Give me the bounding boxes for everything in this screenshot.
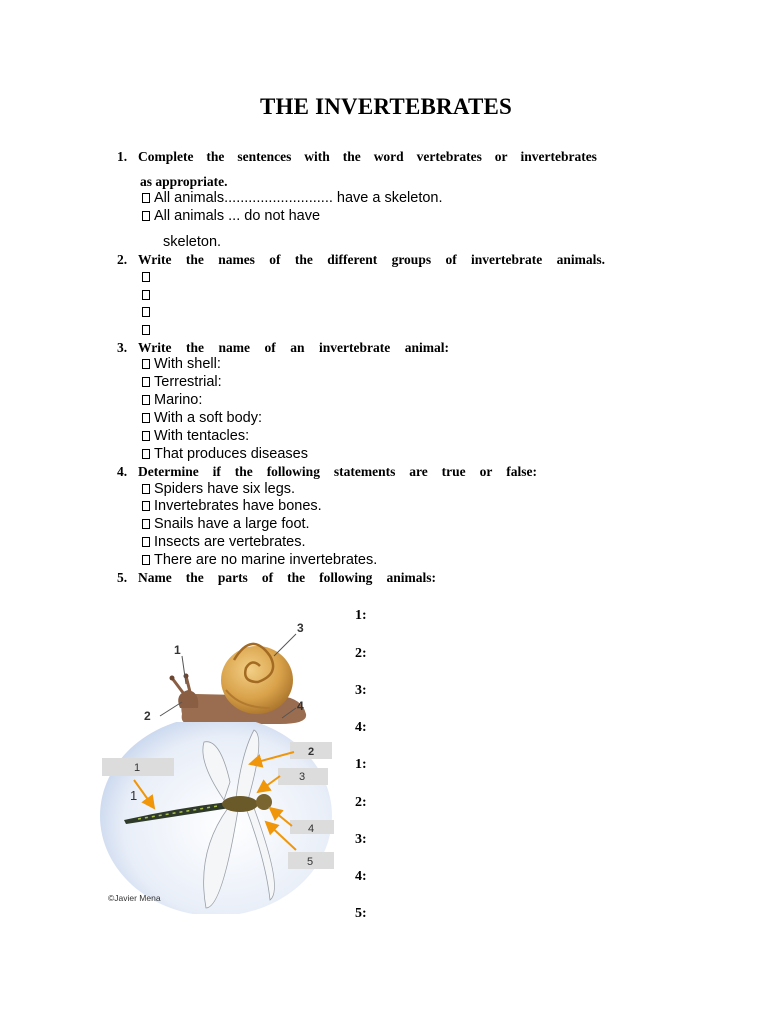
question-1-continuation: as appropriate. (140, 174, 228, 189)
snail-answer-1: 1: (355, 608, 367, 623)
dragonfly-label: 2 (308, 746, 315, 758)
list-item: Terrestrial: (142, 374, 222, 390)
checkbox-glyph-icon (142, 377, 150, 387)
list-item: Insects are vertebrates. (142, 534, 306, 550)
snail-label: 3 (297, 621, 304, 635)
checkbox-glyph-icon (142, 325, 150, 335)
dragonfly-answer-1: 1: (355, 757, 367, 772)
checkbox-glyph-icon (142, 272, 150, 282)
checkbox-glyph-icon (142, 395, 150, 405)
empty-list-item (142, 269, 154, 285)
dragonfly-label: 4 (308, 823, 315, 835)
list-item-continuation: skeleton. (163, 234, 222, 250)
snail-label: 2 (144, 709, 151, 723)
list-item: Snails have a large foot. (142, 516, 310, 532)
dragonfly-answer-4: 4: (355, 869, 367, 884)
dragonfly-thorax (222, 796, 258, 812)
checkbox-glyph-icon (142, 359, 150, 369)
checkbox-glyph-icon (142, 307, 150, 317)
snail-illustration (130, 612, 330, 727)
dragonfly-illustration (98, 722, 338, 914)
snail-label: 1 (174, 643, 181, 657)
list-item: Invertebrates have bones. (142, 498, 322, 514)
dragonfly-label: 1 (130, 788, 138, 803)
list-item: With a soft body: (142, 410, 262, 426)
checkbox-glyph-icon (142, 519, 150, 529)
snail-answer-4: 4: (355, 720, 367, 735)
image-credit: ©Javier Mena (108, 893, 161, 903)
list-item: All animals........................... have a skeleton. (142, 190, 443, 206)
question-5: 5. Name the parts of the following animals: (117, 570, 436, 585)
list-item: Marino: (142, 392, 202, 408)
question-number: 1. (117, 149, 128, 164)
snail-shell (221, 646, 293, 714)
dragonfly-label: 1 (134, 762, 141, 774)
dragonfly-answer-2: 2: (355, 795, 367, 810)
list-item: There are no marine invertebrates. (142, 552, 377, 568)
list-item: Spiders have six legs. (142, 481, 295, 497)
question-2: 2. Write the names of the different groups of invertebrate animals. (117, 252, 605, 267)
checkbox-glyph-icon (142, 501, 150, 511)
empty-list-item (142, 304, 154, 320)
checkbox-glyph-icon (142, 537, 150, 547)
list-item: All animals ... do not have (142, 208, 320, 224)
checkbox-glyph-icon (142, 193, 150, 203)
dragonfly-label: 3 (299, 771, 306, 783)
snail-answer-2: 2: (355, 646, 367, 661)
checkbox-glyph-icon (142, 555, 150, 565)
list-item: That produces diseases (142, 446, 308, 462)
list-item: With shell: (142, 356, 221, 372)
snail-label: 4 (297, 699, 304, 713)
dragonfly-head (256, 794, 272, 810)
dragonfly-answer-3: 3: (355, 832, 367, 847)
checkbox-glyph-icon (142, 431, 150, 441)
snail-answer-3: 3: (355, 683, 367, 698)
empty-list-item (142, 287, 154, 303)
question-3: 3. Write the name of an invertebrate animal: (117, 340, 449, 355)
list-item: With tentacles: (142, 428, 249, 444)
checkbox-glyph-icon (142, 211, 150, 221)
checkbox-glyph-icon (142, 290, 150, 300)
dragonfly-answer-5: 5: (355, 906, 367, 921)
checkbox-glyph-icon (142, 484, 150, 494)
empty-list-item (142, 322, 154, 338)
snail-tentacle (172, 678, 184, 694)
question-4: 4. Determine if the following statements are true or false: (117, 464, 537, 479)
checkbox-glyph-icon (142, 449, 150, 459)
question-1: 1. Complete the sentences with the word vertebrates or invertebrates (117, 149, 597, 164)
dragonfly-label: 5 (307, 856, 314, 868)
checkbox-glyph-icon (142, 413, 150, 423)
page-title: THE INVERTEBRATES (259, 94, 513, 119)
